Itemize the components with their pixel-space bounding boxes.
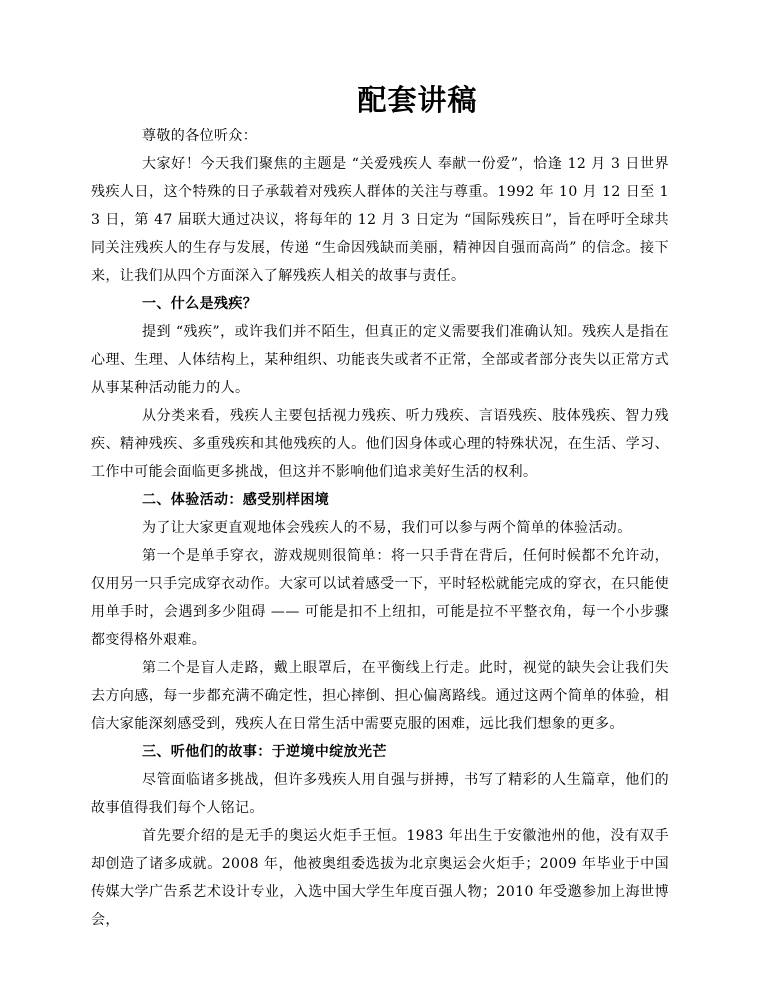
section-1-paragraph-definition: 提到 “残疾”，或许我们并不陌生，但真正的定义需要我们准确认知。残疾人是指在心理、生理、人体结构上，某种组织、功能丧失或者不正常，全部或者部分丧失以正常方式从事某种活动能力的人。: [91, 324, 669, 396]
section-2-paragraph-activity-1: 第一个是单手穿衣，游戏规则很简单：将一只手背在背后，任何时候都不允许动，仅用另一只手完成穿衣动作。大家可以试着感受一下，平时轻松就能完成的穿衣，在只能使用单手时，会遇到多少阻碍 —— 可能是扣不上纽扣，可能是拉不平整衣角，每一个小步骤都变得格外艰难。: [91, 548, 669, 648]
section-2-paragraph-activity-2: 第二个是盲人走路，戴上眼罩后，在平衡线上行走。此时，视觉的缺失会让我们失去方向感，每一步都充满不确定性，担心摔倒、担心偏离路线。通过这两个简单的体验，相信大家能深刻感受到，残疾人在日常生活中需要克服的困难，远比我们想象的更多。: [91, 660, 669, 732]
section-1-heading: 一、什么是残疾？: [142, 296, 258, 312]
section-2-paragraph-intro: 为了让大家更直观地体会残疾人的不易，我们可以参与两个简单的体验活动。: [142, 520, 632, 536]
section-2-heading: 二、体验活动：感受别样困境: [142, 492, 330, 508]
section-3-paragraph-story: 首先要介绍的是无手的奥运火炬手王恒。1983 年出生于安徽池州的他，没有双手却创造了诸多成就。2008 年，他被奥组委选拔为北京奥运会火炬手；2009 年毕业于中国传媒大学广告系艺术设计专业，入选中国大学生年度百强人物；2010 年受邀参加上海世博会，: [91, 828, 669, 928]
intro-paragraph: 大家好！今天我们聚焦的主题是 “关爱残疾人 奉献一份爱”，恰逢 12 月 3 日世界残疾人日，这个特殊的日子承载着对残疾人群体的关注与尊重。1992 年 10 月 12 日至 13 日，第 47 届联大通过决议，将每年的 12 月 3 日定为 “国际残疾日”，旨在呼吁全球共同关注残疾人的生存与发展，传递 “生命因残缺而美丽，精神因自强而高尚” 的信念。接下来，让我们从四个方面深入了解残疾人相关的故事与责任。: [91, 156, 669, 284]
document-title: 配套讲稿: [357, 83, 478, 117]
section-3-heading: 三、听他们的故事：于逆境中绽放光芒: [142, 744, 387, 760]
section-3-paragraph-intro: 尽管面临诸多挑战，但许多残疾人用自强与拼搏，书写了精彩的人生篇章，他们的故事值得我们每个人铭记。: [91, 772, 669, 816]
salutation-paragraph: 尊敬的各位听众：: [142, 128, 258, 144]
document-body: [91, 122, 669, 934]
section-1-paragraph-categories: 从分类来看，残疾人主要包括视力残疾、听力残疾、言语残疾、肢体残疾、智力残疾、精神残疾、多重残疾和其他残疾的人。他们因身体或心理的特殊状况，在生活、学习、工作中可能会面临更多挑战，但这并不影响他们追求美好生活的权利。: [91, 408, 669, 480]
